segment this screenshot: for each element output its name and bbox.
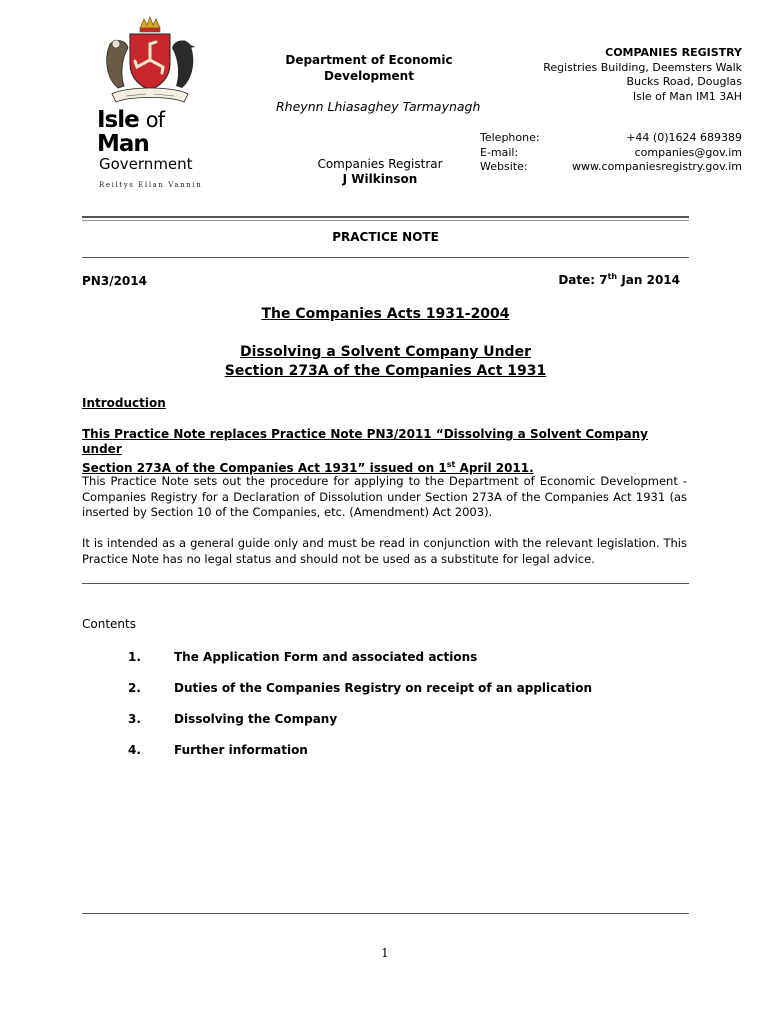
registry-address-line: Registries Building, Deemsters Walk — [543, 60, 742, 74]
gov-man: Man — [97, 131, 149, 157]
replacement-notice — [82, 427, 689, 476]
gov-isle: Isle — [97, 107, 139, 133]
gov-government: Government — [99, 155, 193, 173]
contents-item-number: 1. — [128, 650, 141, 664]
contact-value[interactable]: www.companiesregistry.gov.im — [572, 160, 742, 173]
registrar-name: J Wilkinson — [342, 172, 418, 186]
contents-item-label: Further information — [174, 743, 308, 757]
registry-address — [520, 46, 742, 104]
title-divider — [82, 257, 689, 258]
gov-of: of — [145, 108, 164, 132]
registry-address-line: Bucks Road, Douglas — [626, 75, 742, 88]
intro-divider — [82, 583, 689, 584]
contents-item[interactable] — [128, 712, 337, 726]
replacement-suffix: April 2011. — [455, 461, 534, 475]
contents-item-number: 2. — [128, 681, 141, 695]
contact-row-email — [480, 146, 742, 161]
date-suffix: Jan 2014 — [617, 273, 680, 287]
page-number: 1 — [381, 946, 389, 960]
contents-item[interactable] — [128, 650, 477, 664]
document-subtitle — [82, 343, 689, 381]
registrar-title: Companies Registrar — [317, 157, 443, 171]
acts-title: The Companies Acts 1931-2004 — [261, 306, 510, 322]
contents-item[interactable] — [128, 681, 592, 695]
contents-item-number: 4. — [128, 743, 141, 757]
registry-address-line: Isle of Man IM1 3AH — [632, 89, 742, 103]
registry-title: COMPANIES REGISTRY — [605, 46, 742, 59]
isle-of-man-crest-icon — [96, 14, 204, 110]
disclaimer-paragraph: It is intended as a general guide only and must be read in conjunction with the relevant legislation. This Practice Note has no legal status and should not be used as a substitute for legal advice. — [82, 536, 687, 566]
registrar-block — [300, 157, 460, 187]
subtitle-line: Dissolving a Solvent Company Under — [240, 344, 531, 360]
contact-row-website — [480, 160, 742, 175]
replacement-prefix: Section 273A of the Companies Act 1931” issued on 1 — [82, 461, 447, 475]
contact-label: Telephone: — [480, 131, 540, 144]
government-name — [97, 108, 207, 189]
contents-item-label: Dissolving the Company — [174, 712, 338, 726]
document-type-title: PRACTICE NOTE — [332, 230, 439, 244]
practice-note-reference: PN3/2014 — [82, 274, 147, 288]
contact-details — [480, 131, 742, 175]
contact-value[interactable]: companies@gov.im — [634, 145, 742, 159]
subtitle-line: Section 273A of the Companies Act 1931 — [224, 363, 547, 379]
practice-note-date — [500, 272, 680, 287]
department-name: Department of Economic Development — [285, 53, 453, 83]
contact-label: Website: — [480, 160, 528, 173]
contents-item-number: 3. — [128, 712, 141, 726]
header-divider — [82, 216, 689, 221]
date-sup: th — [607, 272, 618, 281]
contents-heading: Contents — [82, 617, 136, 631]
replacement-sup: st — [446, 460, 456, 469]
contents-item-label: The Application Form and associated actions — [174, 650, 478, 664]
introduction-heading: Introduction — [82, 396, 166, 410]
contact-row-telephone — [480, 131, 742, 146]
contact-value: +44 (0)1624 689389 — [626, 131, 742, 144]
date-prefix: Date: 7 — [558, 273, 608, 287]
footer-divider — [82, 913, 689, 914]
contact-label: E-mail: — [480, 145, 519, 159]
replacement-line: This Practice Note replaces Practice Note PN3/2011 “Dissolving a Solvent Company under — [82, 427, 648, 456]
contents-item[interactable] — [128, 743, 308, 757]
gov-manx: Reiltys Ellan Vannin — [99, 181, 203, 189]
intro-paragraph: This Practice Note sets out the procedure for applying to the Department of Economic Development - Companies Registry for a Declaration of Dissolution under Section 273A of the Companies Act 1931 (as inserted by Section 10 of the Companies, etc. (Amendment) Act 2003). — [82, 474, 687, 519]
department-manx: Rheynn Lhiasaghey Tarmaynagh — [276, 99, 481, 114]
contents-item-label: Duties of the Companies Registry on receipt of an application — [174, 681, 592, 695]
